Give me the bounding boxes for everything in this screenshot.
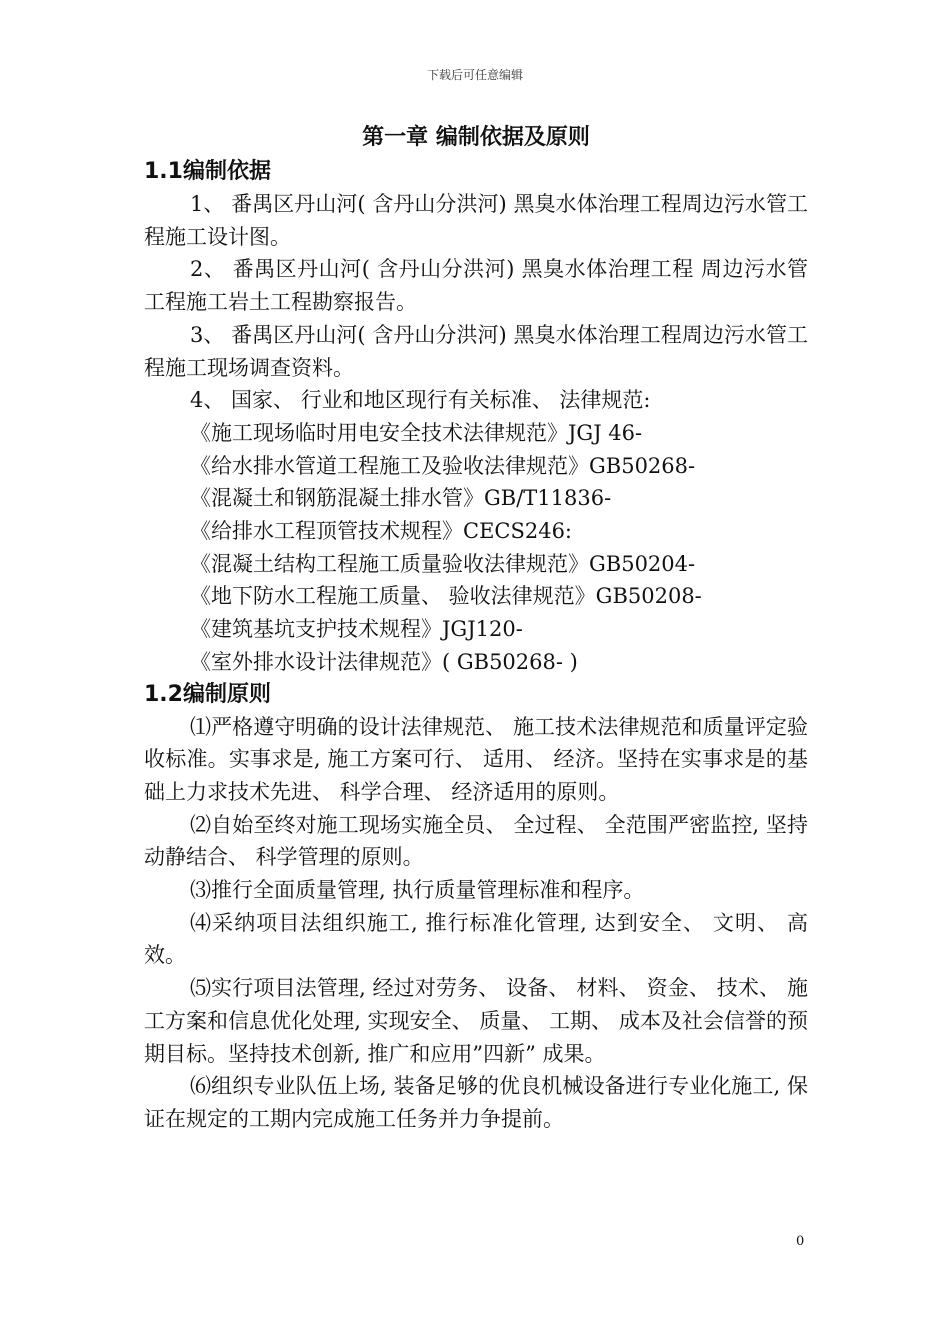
reference-standard: 《混凝土结构工程施工质量验收法律规范》GB50204-: [190, 551, 696, 576]
basis-item-4: 4、 国家、 行业和地区现行有关标准、 法律规范:: [190, 388, 651, 413]
principle-item-4: ⑷采纳项目法组织施工, 推行标准化管理, 达到安全、 文明、 高效。: [144, 910, 808, 968]
document-body: [144, 120, 808, 1136]
section-heading-basis: 1.1编制依据: [144, 159, 271, 184]
section-heading-principles: 1.2编制原则: [144, 681, 271, 707]
principle-item-6: ⑹组织专业队伍上场, 装备足够的优良机械设备进行专业化施工, 保证在规定的工期内完成施工任务并力争提前。: [144, 1074, 808, 1131]
principle-item-3: ⑶推行全面质量管理, 执行质量管理标准和程序。: [190, 878, 645, 903]
reference-standard: 《混凝土和钢筋混凝土排水管》GB/T11836-: [190, 486, 612, 511]
reference-standard: 《地下防水工程施工质量、 验收法律规范》GB50208-: [190, 584, 702, 609]
page-header: 下载后可任意编辑: [426, 68, 523, 82]
principle-item-1: ⑴严格遵守明确的设计法律规范、 施工技术法律规范和质量评定验收标准。实事求是, 施工方案可行、 适用、 经济。坚持在实事求是的基础上力求技术先进、 科学合理、 经济适用的原则。: [144, 714, 808, 804]
basis-item-1: 1、 番禺区丹山河( 含丹山分洪河) 黑臭水体治理工程周边污水管工程施工设计图。: [144, 192, 808, 249]
chapter-title: 第一章 编制依据及原则: [362, 125, 590, 150]
reference-standard: 《建筑基坑支护技术规程》JGJ120-: [190, 617, 523, 642]
basis-item-2: 2、 番禺区丹山河( 含丹山分洪河) 黑臭水体治理工程 周边污水管工程施工岩土工程勘察报告。: [144, 257, 808, 315]
principle-item-2: ⑵自始至终对施工现场实施全员、 全过程、 全范围严密监控, 坚持动静结合、 科学管理的原则。: [144, 812, 808, 870]
page-number: 0: [796, 1234, 805, 1249]
reference-standard: 《给水排水管道工程施工及验收法律规范》GB50268-: [190, 453, 696, 478]
reference-standard: 《给排水工程顶管技术规程》CECS246:: [190, 519, 573, 544]
reference-standard: 《室外排水设计法律规范》( GB50268- ): [190, 649, 578, 674]
basis-item-3: 3、 番禺区丹山河( 含丹山分洪河) 黑臭水体治理工程周边污水管工程施工现场调查资料。: [144, 322, 808, 380]
reference-standard: 《施工现场临时用电安全技术法律规范》JGJ 46-: [190, 420, 643, 445]
principle-item-5: ⑸实行项目法管理, 经过对劳务、 设备、 材料、 资金、 技术、 施工方案和信息优化处理, 实现安全、 质量、 工期、 成本及社会信誉的预期目标。坚持技术创新, 推广和应用”四新” 成果。: [144, 976, 808, 1066]
